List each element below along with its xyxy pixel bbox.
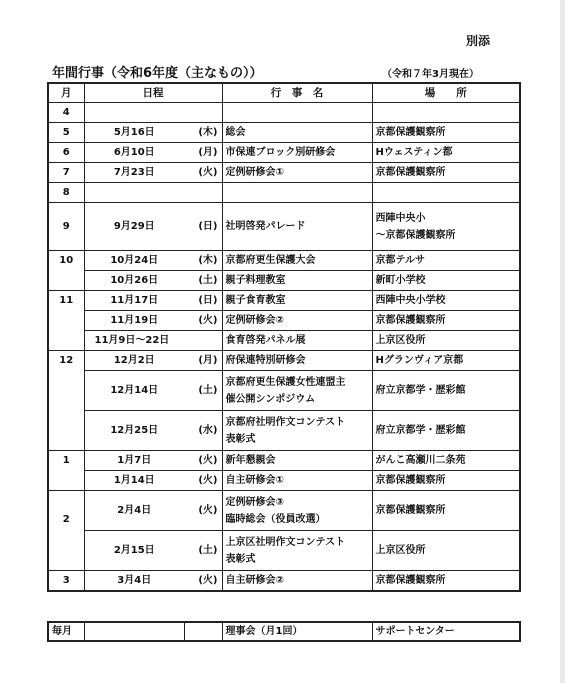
row-date xyxy=(84,183,184,203)
header-place: 場 所 xyxy=(372,83,520,103)
row-event: 社明啓発パレード xyxy=(222,203,372,251)
row-event: 食育啓発パネル展 xyxy=(222,331,372,351)
event-line-2: 臨時総会（役員改選） xyxy=(225,513,326,525)
row-date: 12月2日 xyxy=(84,351,184,371)
row-place: がんこ高瀬川二条苑 xyxy=(372,451,520,471)
row-place: Hグランヴィア京都 xyxy=(372,351,520,371)
row-place: 京都保護観察所 xyxy=(372,311,520,331)
row-day: (日) xyxy=(184,291,222,311)
table-row xyxy=(48,203,520,251)
event-line-2: 表彰式 xyxy=(225,553,256,565)
row-month: 12 xyxy=(48,351,84,451)
table-row xyxy=(48,103,520,123)
row-event: 親子料理教室 xyxy=(222,271,372,291)
row-month: 8 xyxy=(48,183,84,203)
header-month: 月 xyxy=(48,83,84,103)
row-day: (土) xyxy=(184,271,222,291)
row-date: 1月14日 xyxy=(84,471,184,491)
event-line-1: 定例研修会③ xyxy=(225,496,284,508)
row-date: 10月26日 xyxy=(84,271,184,291)
row-day: (火) xyxy=(184,451,222,471)
row-event: 総会 xyxy=(222,123,372,143)
row-day: (火) xyxy=(184,571,222,591)
row-day xyxy=(184,183,222,203)
row-month: 3 xyxy=(48,571,84,591)
row-place: Hウェスティン都 xyxy=(372,143,520,163)
event-line-1: 京都府更生保護女性連盟主 xyxy=(225,376,346,388)
attachment-label: 別添 xyxy=(466,34,491,48)
row-place: 上京区役所 xyxy=(372,531,520,571)
row-day: (木) xyxy=(184,123,222,143)
as-of-date: （令和７年3月現在） xyxy=(382,69,479,80)
row-month: 6 xyxy=(48,143,84,163)
row-place: 京都保護観察所 xyxy=(372,471,520,491)
row-date: 12月14日 xyxy=(84,371,184,411)
row-month: 1 xyxy=(48,451,84,491)
row-date: 2月15日 xyxy=(84,531,184,571)
page-edge xyxy=(560,0,565,683)
table-row xyxy=(48,531,520,571)
row-date: 7月23日 xyxy=(84,163,184,183)
row-event xyxy=(222,491,372,531)
row-day: (火) xyxy=(184,491,222,531)
table-row xyxy=(48,123,520,143)
row-day: (火) xyxy=(184,471,222,491)
row-month: 9 xyxy=(48,203,84,251)
row-month: 4 xyxy=(48,103,84,123)
row-day: (土) xyxy=(184,531,222,571)
place-line-2: ～京都保護観察所 xyxy=(375,229,456,241)
row-place xyxy=(372,103,520,123)
row-event: 自主研修会① xyxy=(222,471,372,491)
event-line-1: 京都府社明作文コンテスト xyxy=(225,416,346,428)
row-place: 西陣中央小学校 xyxy=(372,291,520,311)
row-date: 9月29日 xyxy=(84,203,184,251)
monthly-event: 理事会（月1回） xyxy=(222,622,372,641)
row-month: 10 xyxy=(48,251,84,291)
row-day: (火) xyxy=(184,311,222,331)
row-event: 定例研修会② xyxy=(222,311,372,331)
event-line-2: 催公開シンポジウム xyxy=(225,393,316,405)
row-event xyxy=(222,103,372,123)
row-day: (木) xyxy=(184,251,222,271)
row-place xyxy=(372,183,520,203)
row-date: 11月17日 xyxy=(84,291,184,311)
place-line-1: 西陣中央小 xyxy=(375,212,426,224)
row-event: 京都府更生保護大会 xyxy=(222,251,372,271)
row-month: 2 xyxy=(48,491,84,571)
row-place xyxy=(372,203,520,251)
row-month: 11 xyxy=(48,291,84,351)
row-date: 1月7日 xyxy=(84,451,184,471)
table-row xyxy=(48,351,520,371)
row-event xyxy=(222,371,372,411)
table-row xyxy=(48,411,520,451)
row-date: 10月24日 xyxy=(84,251,184,271)
table-row xyxy=(48,491,520,531)
row-place: 京都保護観察所 xyxy=(372,571,520,591)
row-event: 自主研修会② xyxy=(222,571,372,591)
row-date: 3月4日 xyxy=(84,571,184,591)
row-day xyxy=(184,103,222,123)
table-row xyxy=(48,183,520,203)
row-event xyxy=(222,183,372,203)
row-event: 親子食育教室 xyxy=(222,291,372,311)
row-place: 新町小学校 xyxy=(372,271,520,291)
table-row xyxy=(48,271,520,291)
table-row xyxy=(48,163,520,183)
row-date: 12月25日 xyxy=(84,411,184,451)
header-date: 日程 xyxy=(84,83,222,103)
row-day: (月) xyxy=(184,351,222,371)
table-row xyxy=(48,451,520,471)
row-event: 市保連ブロック別研修会 xyxy=(222,143,372,163)
monthly-label: 毎月 xyxy=(48,622,84,641)
row-place: 府立京都学・歴彩館 xyxy=(372,371,520,411)
table-header-row xyxy=(48,83,520,103)
table-row xyxy=(48,371,520,411)
row-event xyxy=(222,531,372,571)
row-date: 6月10日 xyxy=(84,143,184,163)
table-row xyxy=(48,331,520,351)
row-date: 11月9日～22日 xyxy=(84,331,222,351)
page-title: 年間行事（令和6年度（主なもの）） xyxy=(52,66,263,81)
table-row xyxy=(48,311,520,331)
row-date xyxy=(84,103,184,123)
row-day: (日) xyxy=(184,203,222,251)
row-event: 定例研修会① xyxy=(222,163,372,183)
table-row xyxy=(48,291,520,311)
monthly-date xyxy=(84,622,184,641)
row-day: (月) xyxy=(184,143,222,163)
row-event: 府保連特別研修会 xyxy=(222,351,372,371)
row-place: 京都保護観察所 xyxy=(372,491,520,531)
annual-events-table xyxy=(47,82,521,592)
header-event: 行 事 名 xyxy=(222,83,372,103)
table-row xyxy=(48,571,520,591)
event-line-2: 表彰式 xyxy=(225,433,256,445)
monthly-row xyxy=(48,622,520,641)
row-month: 7 xyxy=(48,163,84,183)
monthly-place: サポートセンター xyxy=(372,622,520,641)
table-row xyxy=(48,143,520,163)
monthly-day xyxy=(184,622,222,641)
row-day: (土) xyxy=(184,371,222,411)
event-line-1: 上京区社明作文コンテスト xyxy=(225,536,346,548)
row-month: 5 xyxy=(48,123,84,143)
row-date: 11月19日 xyxy=(84,311,184,331)
row-day: (水) xyxy=(184,411,222,451)
row-place: 上京区役所 xyxy=(372,331,520,351)
row-place: 京都保護観察所 xyxy=(372,123,520,143)
table-row xyxy=(48,251,520,271)
row-event: 新年懇親会 xyxy=(222,451,372,471)
row-place: 京都保護観察所 xyxy=(372,163,520,183)
row-place: 京都テルサ xyxy=(372,251,520,271)
row-date: 2月4日 xyxy=(84,491,184,531)
row-place: 府立京都学・歴彩館 xyxy=(372,411,520,451)
monthly-events-table xyxy=(47,621,521,642)
row-event xyxy=(222,411,372,451)
table-row xyxy=(48,471,520,491)
row-day: (火) xyxy=(184,163,222,183)
row-date: 5月16日 xyxy=(84,123,184,143)
